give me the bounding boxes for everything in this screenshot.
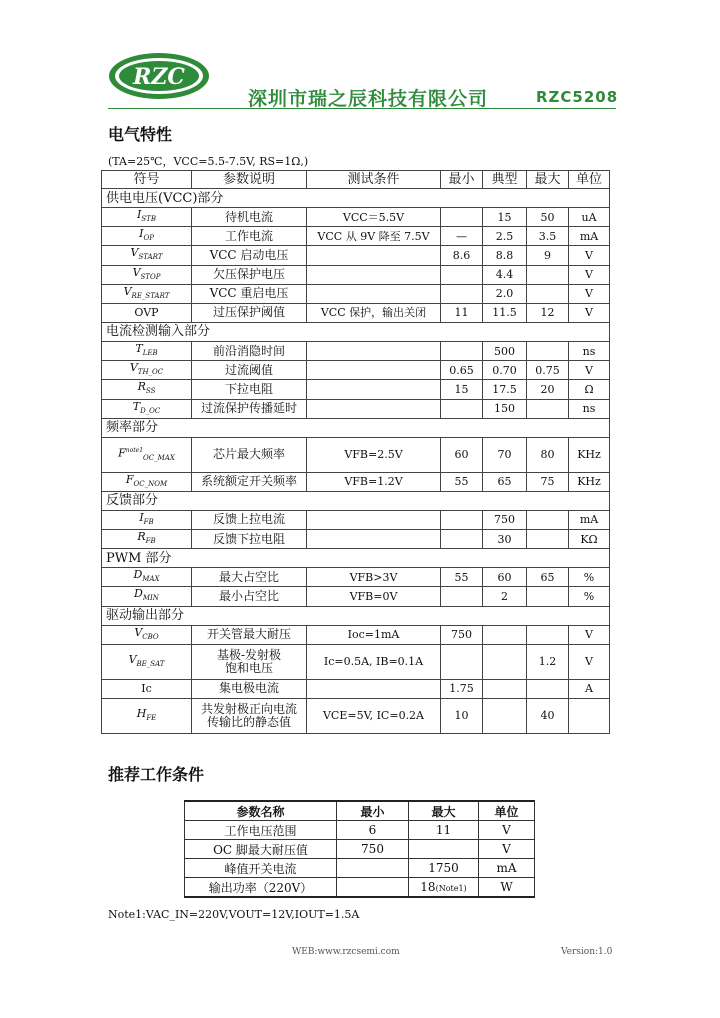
symbol-cell xyxy=(102,341,192,360)
min-cell: 10 xyxy=(441,698,483,733)
unit-cell: mA xyxy=(569,510,610,529)
typ-cell: 2.5 xyxy=(483,227,527,246)
table-row xyxy=(102,530,610,549)
header-cell: 符号 xyxy=(102,171,192,189)
min-cell xyxy=(441,530,483,549)
model-number: RZC5208 xyxy=(536,88,619,106)
symbol: V xyxy=(134,625,143,639)
symbol: I xyxy=(139,510,144,524)
symbol-subscript: CBO xyxy=(142,632,159,641)
max-cell: 65 xyxy=(527,568,569,587)
cond-cell xyxy=(307,510,441,529)
typ-cell: 60 xyxy=(483,568,527,587)
min-cell: — xyxy=(441,227,483,246)
unit-cell: V xyxy=(569,361,610,380)
table-row xyxy=(102,698,610,733)
symbol-subscript: STOP xyxy=(140,272,161,281)
cond-cell: VCC＝5.5V xyxy=(307,208,441,227)
table-row xyxy=(102,227,610,246)
symbol-cell xyxy=(102,361,192,380)
description-cell xyxy=(192,246,307,265)
description-cell xyxy=(192,625,307,644)
description: VCC 重启电压 xyxy=(209,286,289,301)
symbol-subscript: FE xyxy=(146,713,157,722)
max-cell xyxy=(527,265,569,284)
min-cell xyxy=(441,644,483,679)
symbol-cell xyxy=(102,227,192,246)
typ-cell: 150 xyxy=(483,399,527,418)
cond-cell xyxy=(307,284,441,303)
typ-cell: 65 xyxy=(483,472,527,491)
cond-cell: Ioc=1mA xyxy=(307,625,441,644)
description: VCC 启动电压 xyxy=(209,247,289,262)
description-cell xyxy=(192,644,307,679)
symbol-subscript: SS xyxy=(145,387,156,396)
table-row xyxy=(102,510,610,529)
description-cell xyxy=(192,265,307,284)
description-line: 传输比的静态值 xyxy=(206,714,291,729)
symbol-cell xyxy=(102,399,192,418)
group-row xyxy=(102,418,610,437)
description: 反馈下拉电阻 xyxy=(212,531,285,546)
unit: W xyxy=(479,878,535,898)
cond-cell: VCC 从 9V 降至 7.5V xyxy=(307,227,441,246)
table-row xyxy=(102,341,610,360)
description-cell xyxy=(192,587,307,606)
symbol-subscript: RE_START xyxy=(131,291,170,300)
table-row xyxy=(102,625,610,644)
max-cell: 80 xyxy=(527,437,569,472)
typ-cell: 750 xyxy=(483,510,527,529)
unit-cell: KΩ xyxy=(569,530,610,549)
cond-cell: VCE=5V, IC=0.2A xyxy=(307,698,441,733)
unit: V xyxy=(479,821,535,840)
max-cell: 1.2 xyxy=(527,644,569,679)
description: 工作电流 xyxy=(224,228,273,243)
max-cell xyxy=(527,399,569,418)
typ-cell: 2.0 xyxy=(483,284,527,303)
min-cell: 8.6 xyxy=(441,246,483,265)
cond-cell: VFB=2.5V xyxy=(307,437,441,472)
table-row xyxy=(185,821,535,840)
symbol: V xyxy=(128,652,137,666)
description-line: 共发射极正向电流 xyxy=(200,701,297,716)
group-label: 驱动输出部分 xyxy=(102,606,610,625)
symbol: V xyxy=(129,361,138,375)
description: 过压保护阈值 xyxy=(212,305,285,320)
section-title-electrical: 电气特性 xyxy=(108,125,173,144)
min-cell xyxy=(441,399,483,418)
max-cell xyxy=(527,530,569,549)
unit-cell: V xyxy=(569,246,610,265)
unit-cell: mA xyxy=(569,227,610,246)
symbol-cell xyxy=(102,246,192,265)
typ-cell: 11.5 xyxy=(483,303,527,322)
table-row xyxy=(102,303,610,322)
header-cell: 最小 xyxy=(337,801,409,821)
symbol-cell xyxy=(102,380,192,399)
group-label: 供电电压(VCC)部分 xyxy=(102,189,610,208)
min-cell: 750 xyxy=(441,625,483,644)
max-number: 18 xyxy=(420,880,436,894)
min-cell xyxy=(441,208,483,227)
symbol-subscript: OC_MAX xyxy=(143,454,175,463)
group-row xyxy=(102,606,610,625)
min-cell: 0.65 xyxy=(441,361,483,380)
group-label: 频率部分 xyxy=(102,418,610,437)
note-ref: (Note1) xyxy=(435,884,467,893)
symbol: OVP xyxy=(134,306,159,320)
table-row xyxy=(185,878,535,898)
header-cell: 参数名称 xyxy=(185,801,337,821)
group-row xyxy=(102,189,610,208)
symbol: R xyxy=(137,530,146,544)
table-row xyxy=(185,859,535,878)
symbol: Ic xyxy=(141,682,152,696)
table-header-row xyxy=(102,171,610,189)
symbol: V xyxy=(123,284,132,298)
symbol-subscript: MIN xyxy=(142,594,159,603)
max-cell: 40 xyxy=(527,698,569,733)
rec-header-row xyxy=(185,801,535,821)
header-divider xyxy=(108,108,616,109)
description: 过流保护传播延时 xyxy=(200,401,297,416)
symbol-cell xyxy=(102,644,192,679)
description: 开关管最大耐压 xyxy=(206,627,291,642)
cond-cell: VFB>3V xyxy=(307,568,441,587)
description-cell xyxy=(192,399,307,418)
max-cell: 3.5 xyxy=(527,227,569,246)
max-cell xyxy=(527,679,569,698)
description-cell xyxy=(192,698,307,733)
min-cell: 60 xyxy=(441,437,483,472)
website-link[interactable]: WEB:www.rzcsemi.com xyxy=(292,947,400,957)
symbol-cell xyxy=(102,679,192,698)
param-name: 峰值开关电流 xyxy=(185,859,337,878)
description: 反馈上拉电流 xyxy=(212,512,285,527)
typ-cell xyxy=(483,644,527,679)
description: 欠压保护电压 xyxy=(212,267,285,282)
table-row xyxy=(102,568,610,587)
cond-cell xyxy=(307,265,441,284)
symbol: V xyxy=(130,246,139,260)
table-row xyxy=(102,380,610,399)
symbol: D xyxy=(134,587,143,601)
symbol-subscript: STB xyxy=(141,215,156,224)
cond-cell: VFB=1.2V xyxy=(307,472,441,491)
table-row xyxy=(102,679,610,698)
symbol-cell xyxy=(102,625,192,644)
symbol-subscript: MAX xyxy=(142,575,160,584)
description-cell xyxy=(192,303,307,322)
unit-cell: V xyxy=(569,625,610,644)
symbol-cell xyxy=(102,437,192,472)
min-cell xyxy=(441,587,483,606)
test-conditions: (TA=25℃，VCC=5.5-7.5V, RS=1Ω,) xyxy=(108,155,309,168)
unit-cell: ns xyxy=(569,399,610,418)
typ-cell: 70 xyxy=(483,437,527,472)
company-logo xyxy=(108,52,210,100)
description: 待机电流 xyxy=(224,209,273,224)
recommended-conditions-table xyxy=(184,800,535,898)
cond-cell xyxy=(307,246,441,265)
typ-cell: 8.8 xyxy=(483,246,527,265)
description-cell xyxy=(192,437,307,472)
symbol: V xyxy=(132,265,141,279)
symbol-cell xyxy=(102,303,192,322)
symbol-cell xyxy=(102,510,192,529)
version-label: Version:1.0 xyxy=(561,947,613,957)
max-value: 1750 xyxy=(409,859,479,878)
table-row xyxy=(102,265,610,284)
unit-cell: % xyxy=(569,587,610,606)
symbol-subscript: START xyxy=(138,253,163,262)
min-cell: 55 xyxy=(441,472,483,491)
symbol-subscript: TH_OC xyxy=(137,368,164,377)
description-cell xyxy=(192,510,307,529)
group-label: PWM 部分 xyxy=(102,549,610,568)
description-cell xyxy=(192,341,307,360)
description: 最小占空比 xyxy=(218,589,279,604)
cond-cell xyxy=(307,679,441,698)
symbol: T xyxy=(132,399,141,413)
unit-cell xyxy=(569,698,610,733)
typ-cell: 500 xyxy=(483,341,527,360)
header-cell: 单位 xyxy=(479,801,535,821)
unit-cell: ns xyxy=(569,341,610,360)
description-cell xyxy=(192,472,307,491)
cond-cell xyxy=(307,361,441,380)
symbol-subscript: FB xyxy=(143,518,154,527)
symbol-subscript: LEB xyxy=(142,349,158,358)
table-row xyxy=(185,840,535,859)
typ-cell: 17.5 xyxy=(483,380,527,399)
param-name: 工作电压范围 xyxy=(185,821,337,840)
unit-cell: V xyxy=(569,284,610,303)
max-value xyxy=(409,878,479,898)
min-cell: 55 xyxy=(441,568,483,587)
max-value xyxy=(409,840,479,859)
symbol: F xyxy=(125,472,134,486)
header-cell: 测试条件 xyxy=(307,171,441,189)
table-row xyxy=(102,644,610,679)
table-row xyxy=(102,361,610,380)
symbol: I xyxy=(137,208,142,221)
max-cell: 9 xyxy=(527,246,569,265)
description-cell xyxy=(192,361,307,380)
header-cell: 单位 xyxy=(569,171,610,189)
min-cell xyxy=(441,265,483,284)
unit-cell: KHz xyxy=(569,437,610,472)
symbol: D xyxy=(133,568,143,582)
symbol-subscript: BE_SAT xyxy=(136,659,165,668)
table-row xyxy=(102,472,610,491)
symbol-subscript: OC_NOM xyxy=(133,479,168,488)
description: 下拉电阻 xyxy=(224,381,273,396)
description-cell xyxy=(192,530,307,549)
group-label: 反馈部分 xyxy=(102,491,610,510)
unit-cell: V xyxy=(569,303,610,322)
unit-cell: A xyxy=(569,679,610,698)
description: 前沿消隐时间 xyxy=(212,343,285,358)
symbol: R xyxy=(137,380,146,394)
symbol-subscript: FB xyxy=(145,537,156,546)
symbol-subscript: D_OC xyxy=(140,406,161,415)
group-row xyxy=(102,322,610,341)
unit-cell: V xyxy=(569,265,610,284)
description: 芯片最大频率 xyxy=(212,447,285,462)
min-cell xyxy=(441,341,483,360)
max-cell: 0.75 xyxy=(527,361,569,380)
typ-cell xyxy=(483,679,527,698)
symbol-subscript: OP xyxy=(143,234,154,243)
cond-cell xyxy=(307,341,441,360)
min-value xyxy=(337,859,409,878)
symbol-cell xyxy=(102,265,192,284)
description-cell xyxy=(192,568,307,587)
typ-cell: 30 xyxy=(483,530,527,549)
symbol-cell xyxy=(102,568,192,587)
typ-cell xyxy=(483,625,527,644)
max-cell xyxy=(527,510,569,529)
unit: V xyxy=(479,840,535,859)
symbol-cell xyxy=(102,530,192,549)
description-cell xyxy=(192,679,307,698)
table-row xyxy=(102,246,610,265)
max-cell xyxy=(527,341,569,360)
max-value: 11 xyxy=(409,821,479,840)
description: 最大占空比 xyxy=(218,569,279,584)
typ-cell: 2 xyxy=(483,587,527,606)
min-cell: 15 xyxy=(441,380,483,399)
description-line: 饱和电压 xyxy=(224,660,273,675)
unit: mA xyxy=(479,859,535,878)
description-line: 基极-发射极 xyxy=(216,647,282,662)
max-cell: 12 xyxy=(527,303,569,322)
typ-cell xyxy=(483,698,527,733)
min-cell xyxy=(441,284,483,303)
symbol-cell xyxy=(102,284,192,303)
table-row xyxy=(102,587,610,606)
electrical-spec-table xyxy=(101,170,610,734)
symbol-cell xyxy=(102,472,192,491)
symbol: H xyxy=(136,706,147,720)
max-cell xyxy=(527,625,569,644)
header-cell: 典型 xyxy=(483,171,527,189)
typ-cell: 4.4 xyxy=(483,265,527,284)
table-row xyxy=(102,437,610,472)
param-name: 输出功率（220V） xyxy=(185,878,337,898)
header-cell: 参数说明 xyxy=(192,171,307,189)
min-value: 6 xyxy=(337,821,409,840)
description: 过流阈值 xyxy=(224,362,273,377)
unit-cell: KHz xyxy=(569,472,610,491)
table-row xyxy=(102,399,610,418)
min-cell: 11 xyxy=(441,303,483,322)
company-name: 深圳市瑞之辰科技有限公司 xyxy=(248,88,489,110)
description-cell xyxy=(192,208,307,227)
header-cell: 最大 xyxy=(527,171,569,189)
symbol: T xyxy=(135,341,143,355)
footnote: Note1:VAC_IN=220V,VOUT=12V,IOUT=1.5A xyxy=(108,908,360,921)
table-row xyxy=(102,208,610,227)
typ-cell: 15 xyxy=(483,208,527,227)
group-label: 电流检测输入部分 xyxy=(102,322,610,341)
symbol-cell xyxy=(102,587,192,606)
max-cell xyxy=(527,284,569,303)
cond-cell: VFB=0V xyxy=(307,587,441,606)
max-cell xyxy=(527,587,569,606)
cond-cell xyxy=(307,530,441,549)
min-value: 750 xyxy=(337,840,409,859)
symbol-cell xyxy=(102,208,192,227)
symbol-superscript: note1 xyxy=(125,447,144,455)
description: 系统额定开关频率 xyxy=(200,474,297,489)
unit-cell: uA xyxy=(569,208,610,227)
group-row xyxy=(102,491,610,510)
description-cell xyxy=(192,380,307,399)
group-row xyxy=(102,549,610,568)
section-title-recommended: 推荐工作条件 xyxy=(108,765,205,784)
logo-text: RZC xyxy=(133,64,185,90)
cond-cell: VCC 保护，输出关闭 xyxy=(307,303,441,322)
min-cell: 1.75 xyxy=(441,679,483,698)
unit-cell: % xyxy=(569,568,610,587)
unit-cell: Ω xyxy=(569,380,610,399)
symbol-cell xyxy=(102,698,192,733)
header-cell: 最大 xyxy=(409,801,479,821)
unit-cell: V xyxy=(569,644,610,679)
typ-cell: 0.70 xyxy=(483,361,527,380)
description-cell xyxy=(192,284,307,303)
description-cell xyxy=(192,227,307,246)
param-name: OC 脚最大耐压值 xyxy=(185,840,337,859)
min-cell xyxy=(441,510,483,529)
header-cell: 最小 xyxy=(441,171,483,189)
max-cell: 50 xyxy=(527,208,569,227)
symbol: I xyxy=(139,227,144,241)
max-cell: 20 xyxy=(527,380,569,399)
min-value xyxy=(337,878,409,898)
cond-cell xyxy=(307,399,441,418)
table-row xyxy=(102,284,610,303)
description: 集电极电流 xyxy=(218,681,279,696)
cond-cell xyxy=(307,380,441,399)
max-cell: 75 xyxy=(527,472,569,491)
symbol: F xyxy=(118,446,126,460)
cond-cell: Ic=0.5A, IB=0.1A xyxy=(307,644,441,679)
